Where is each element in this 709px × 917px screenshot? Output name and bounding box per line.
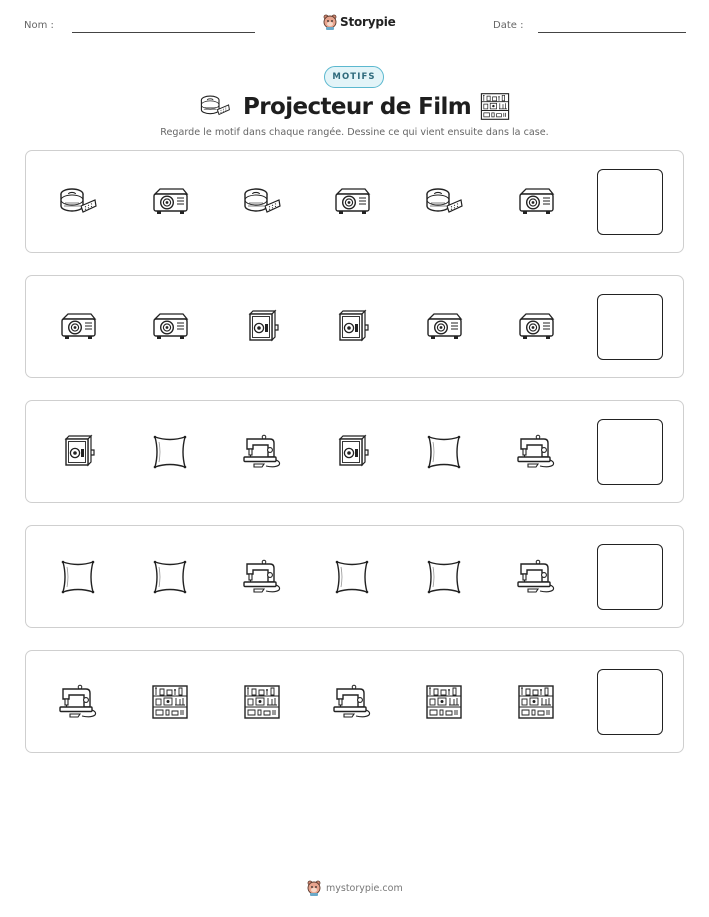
- pillow-icon: [58, 559, 98, 595]
- answer-box[interactable]: [597, 169, 663, 235]
- projector-icon: [516, 309, 556, 345]
- pillow-icon: [424, 559, 464, 595]
- pattern-cell: [58, 184, 98, 220]
- pattern-row-4: [25, 525, 684, 628]
- safe-icon: [58, 434, 98, 470]
- pillow-icon: [150, 559, 190, 595]
- pattern-cell: [150, 434, 190, 470]
- tool-shelf-icon: [424, 684, 464, 720]
- pattern-cell: [516, 434, 556, 470]
- pattern-cell: [58, 559, 98, 595]
- category-badge: MOTIFS: [324, 66, 384, 88]
- pattern-row-5: [25, 650, 684, 753]
- footer: [307, 879, 403, 897]
- pattern-cell: [242, 434, 282, 470]
- pattern-cell: [332, 309, 372, 345]
- pattern-row-1: [25, 150, 684, 253]
- pattern-cell: [242, 309, 282, 345]
- pattern-cell: [332, 559, 372, 595]
- sewing-machine-icon: [516, 559, 556, 595]
- film-reel-icon: [242, 184, 282, 220]
- answer-box[interactable]: [597, 669, 663, 735]
- pattern-cell: [424, 559, 464, 595]
- name-write-line[interactable]: [72, 32, 255, 33]
- pattern-cell: [516, 559, 556, 595]
- pattern-cell: [150, 684, 190, 720]
- sewing-machine-icon: [58, 684, 98, 720]
- projector-icon: [150, 309, 190, 345]
- pillow-icon: [424, 434, 464, 470]
- pattern-cell: [516, 184, 556, 220]
- page-title: Projecteur de Film: [243, 94, 472, 120]
- pattern-cell: [242, 559, 282, 595]
- pattern-cell: [332, 434, 372, 470]
- brand-logo: [323, 12, 396, 32]
- pattern-cell: [424, 434, 464, 470]
- answer-box[interactable]: [597, 419, 663, 485]
- pattern-cell: [424, 184, 464, 220]
- instructions: Regarde le motif dans chaque rangée. Dessine ce qui vient ensuite dans la case.: [160, 127, 549, 138]
- pillow-icon: [332, 559, 372, 595]
- pattern-cell: [242, 684, 282, 720]
- pattern-cell: [150, 309, 190, 345]
- pattern-cell: [424, 309, 464, 345]
- pattern-cell: [332, 184, 372, 220]
- pattern-row-2: [25, 275, 684, 378]
- pattern-cell: [242, 184, 282, 220]
- pattern-cell: [516, 684, 556, 720]
- answer-box[interactable]: [597, 544, 663, 610]
- pattern-row-3: [25, 400, 684, 503]
- brand-name: Storypie: [340, 15, 396, 29]
- worksheet-header: [0, 0, 709, 50]
- footer-url: mystorypie.com: [326, 882, 403, 894]
- pattern-cell: [58, 684, 98, 720]
- date-write-line[interactable]: [538, 32, 686, 33]
- name-label: Nom :: [24, 20, 54, 31]
- answer-box[interactable]: [597, 294, 663, 360]
- projector-icon: [516, 184, 556, 220]
- pillow-icon: [150, 434, 190, 470]
- title-film-reel-icon: [199, 92, 231, 121]
- tool-shelf-icon: [516, 684, 556, 720]
- pattern-cell: [424, 684, 464, 720]
- safe-icon: [332, 434, 372, 470]
- sewing-machine-icon: [242, 434, 282, 470]
- pattern-cell: [332, 684, 372, 720]
- projector-icon: [424, 309, 464, 345]
- safe-icon: [242, 309, 282, 345]
- pattern-cell: [150, 184, 190, 220]
- projector-icon: [332, 184, 372, 220]
- pattern-cell: [58, 434, 98, 470]
- film-reel-icon: [58, 184, 98, 220]
- sewing-machine-icon: [516, 434, 556, 470]
- projector-icon: [58, 309, 98, 345]
- pattern-cell: [58, 309, 98, 345]
- title-tool-shelf-icon: [479, 92, 511, 121]
- storypie-mascot-icon: [323, 14, 337, 30]
- tool-shelf-icon: [242, 684, 282, 720]
- date-label: Date :: [493, 20, 524, 31]
- pattern-cell: [516, 309, 556, 345]
- pattern-cell: [150, 559, 190, 595]
- film-reel-icon: [424, 184, 464, 220]
- projector-icon: [150, 184, 190, 220]
- storypie-mascot-icon: [307, 880, 321, 896]
- sewing-machine-icon: [332, 684, 372, 720]
- tool-shelf-icon: [150, 684, 190, 720]
- sewing-machine-icon: [242, 559, 282, 595]
- safe-icon: [332, 309, 372, 345]
